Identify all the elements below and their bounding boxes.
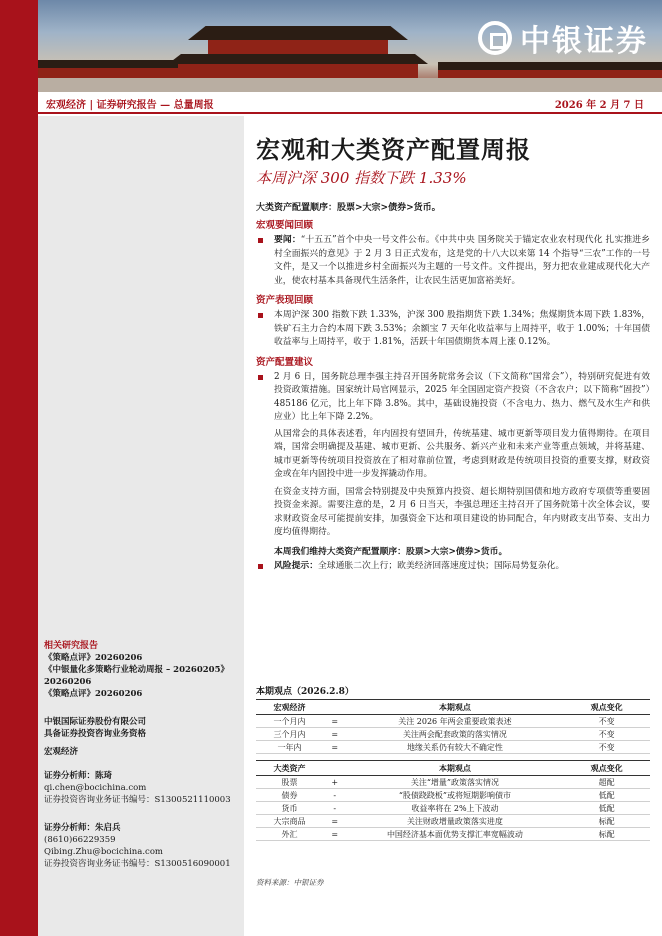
logo-text: 中银证券 <box>520 24 648 59</box>
table-row <box>256 802 650 815</box>
company-info <box>44 716 240 758</box>
table-header <box>323 700 347 715</box>
risk-text: 全球通胀二次上行；欧美经济回落速度过快；国际局势复杂化。 <box>318 560 565 571</box>
analyst-label: 证券分析师：陈琦 <box>44 771 113 781</box>
header-divider <box>38 112 662 114</box>
table-row <box>256 741 650 754</box>
bullet-item <box>256 309 650 350</box>
table-header <box>323 761 347 776</box>
table-header: 本期观点 <box>347 700 564 715</box>
table-cell: 关注“增量”政策落实情况 <box>347 776 564 789</box>
analyst-2 <box>44 822 240 870</box>
table-row <box>256 789 650 802</box>
analyst-cert: 证券投资咨询业务证书编号：S1300516090001 <box>44 859 231 869</box>
table-cell: 关注两会配套政策的落实情况 <box>347 728 564 741</box>
paragraph: 在资金支持方面，国常会特别提及中央预算内投资、超长期特别国债和地方政府专项债等重要固投资金来源。需要注意的是，2 月 6 日当天，李强总理还主持召开了国务院第十次全体会议，要求财政资金尽可能提前安排，加强资金下达和项目建设的协同配合，年内财政支出节奏、支出力度均值得期待。 <box>274 486 650 537</box>
related-item[interactable]: 《策略点评》20260206 <box>44 689 143 699</box>
analyst-email[interactable]: Qibing.Zhu@bocichina.com <box>44 847 163 857</box>
table-cell: = <box>323 715 347 728</box>
closing-statement: 本周我们维持大类资产配置顺序：股票>大宗>债券>货币。 <box>274 546 508 557</box>
table-header: 大类资产 <box>256 761 323 776</box>
bullet-item <box>256 371 650 425</box>
company-qualification: 具备证券投资咨询业务资格 <box>44 729 147 739</box>
table-cell: 股票 <box>256 776 323 789</box>
report-category: 宏观经济 <box>44 747 79 757</box>
table-cell: 标配 <box>563 815 650 828</box>
table-cell: 货币 <box>256 802 323 815</box>
table-header: 宏观经济 <box>256 700 323 715</box>
analyst-label: 证券分析师：朱启兵 <box>44 823 121 833</box>
table-header: 本期观点 <box>347 761 564 776</box>
related-item[interactable]: 《中银量化多策略行业轮动周报 – 20260205》20260206 <box>44 665 229 687</box>
table-cell: 收益率将在 2%上下波动 <box>347 802 564 815</box>
views-table-title: 本期观点（2026.2.8） <box>256 687 354 697</box>
table-source: 资料来源：中银证券 <box>256 878 324 887</box>
analyst-1 <box>44 770 240 806</box>
table-cell: 超配 <box>563 776 650 789</box>
breadcrumb: 宏观经济 | 证券研究报告 — 总量周报 <box>46 100 214 111</box>
table-cell: 不变 <box>563 728 650 741</box>
section-heading-macro: 宏观要闻回顾 <box>256 220 314 231</box>
company-logo <box>478 16 648 60</box>
table-cell: = <box>323 741 347 754</box>
table-cell: 低配 <box>563 802 650 815</box>
table-cell: 地缘关系仍有较大不确定性 <box>347 741 564 754</box>
macro-views-table <box>256 699 650 754</box>
boc-logo-icon <box>478 21 512 55</box>
table-cell: - <box>323 802 347 815</box>
table-cell: 中国经济基本面优势支撑汇率宽幅波动 <box>347 828 564 841</box>
report-title: 宏观和大类资产配置周报 <box>256 135 531 164</box>
bullet-item <box>256 234 650 288</box>
left-accent-bar <box>0 0 38 936</box>
table-row <box>256 828 650 841</box>
bullet-text: 本周沪深 300 指数下跌 1.33%，沪深 300 股指期货下跌 1.34%；焦煤期货本周下跌 1.83%，铁矿石主力合约本周下跌 3.53%；余额宝 7 天年化收益率与上周持平，收于 1.00%；十年国债收益率与上周持平，收于 1.81%，活跃十年国债期货本周上涨 0.12%。 <box>274 310 650 347</box>
table-cell: 三个月内 <box>256 728 323 741</box>
bullet-text: “十五五”首个中央一号文件公布。《中共中央 国务院关于锚定农业农村现代化 扎实推进乡村全面振兴的意见》于 2 月 3 日正式发布，这是党的十八大以来第 14 个指导“三农”工作的一号文件，是又一个以推进乡村全面振兴为主题的一号文件。文件提出，努力把农业建成现代化大产业，使农村基本具备现代生活条件，让农民生活更加富裕美好。 <box>274 235 650 286</box>
table-cell: 关注财政增量政策落实进度 <box>347 815 564 828</box>
analyst-phone: (8610)66229359 <box>44 835 116 845</box>
allocation-order: 大类资产配置顺序：股票>大宗>债券>货币。 <box>256 203 441 213</box>
related-heading: 相关研究报告 <box>44 641 99 651</box>
bullet-text: 2 月 6 日，国务院总理李强主持召开国务院常务会议（下文简称“国常会”），特别研究促进有效投资政策措施。国家统计局官网显示，2025 年全国固定资产投资（不含农户；以下简称“固投”）485186 亿元，比上年下降 3.8%。其中，基础设施投资（不含电力、热力、燃气及水生产和供应业）比上年下降 2.2%。 <box>274 371 650 422</box>
table-cell: 关注 2026 年两会重要政策表述 <box>347 715 564 728</box>
main-content <box>256 120 650 576</box>
table-cell: + <box>323 776 347 789</box>
table-row <box>256 776 650 789</box>
table-cell: 不变 <box>563 715 650 728</box>
table-cell: 债券 <box>256 789 323 802</box>
table-header: 观点变化 <box>563 700 650 715</box>
bullet-lead: 要闻： <box>274 235 301 245</box>
table-cell: 一个月内 <box>256 715 323 728</box>
table-row <box>256 715 650 728</box>
company-name: 中银国际证券股份有限公司 <box>44 717 147 727</box>
table-row <box>256 815 650 828</box>
table-cell: = <box>323 728 347 741</box>
table-cell: 一年内 <box>256 741 323 754</box>
header-banner <box>38 0 662 92</box>
related-reports <box>44 640 240 700</box>
paragraph: 从国常会的具体表述看，年内固投有望回升，传统基建、城市更新等项目发力值得期待。在项目端，国常会明确提及基建、城市更新、公共服务、新兴产业和未来产业等重点领域，并将基建、城市更新等传统项目投资放在了相对靠前位置，考虑到财政是传统项目投资的重要支撑，财政资金或在年内固投中进一步发挥撬动作用。 <box>274 428 650 479</box>
table-cell: 大宗商品 <box>256 815 323 828</box>
analyst-cert: 证券投资咨询业务证书编号：S1300521110003 <box>44 795 231 805</box>
report-date: 2026 年 2 月 7 日 <box>554 100 644 111</box>
table-header: 观点变化 <box>563 761 650 776</box>
risk-warning <box>256 560 650 574</box>
table-cell: - <box>323 789 347 802</box>
related-item[interactable]: 《策略点评》20260206 <box>44 653 143 663</box>
table-cell: 不变 <box>563 741 650 754</box>
table-cell: 外汇 <box>256 828 323 841</box>
table-cell: = <box>323 815 347 828</box>
analyst-email[interactable]: qi.chen@bocichina.com <box>44 783 147 793</box>
risk-lead: 风险提示： <box>274 560 318 571</box>
section-heading-allocation: 资产配置建议 <box>256 356 314 368</box>
table-cell: “股债跷跷板”或将短期影响债市 <box>347 789 564 802</box>
section-heading-assets: 资产表现回顾 <box>256 295 314 306</box>
asset-views-table <box>256 760 650 841</box>
report-subtitle: 本周沪深 300 指数下跌 1.33% <box>256 169 467 187</box>
table-row <box>256 728 650 741</box>
table-cell: = <box>323 828 347 841</box>
table-cell: 标配 <box>563 828 650 841</box>
table-cell: 低配 <box>563 789 650 802</box>
sidebar <box>38 116 244 936</box>
